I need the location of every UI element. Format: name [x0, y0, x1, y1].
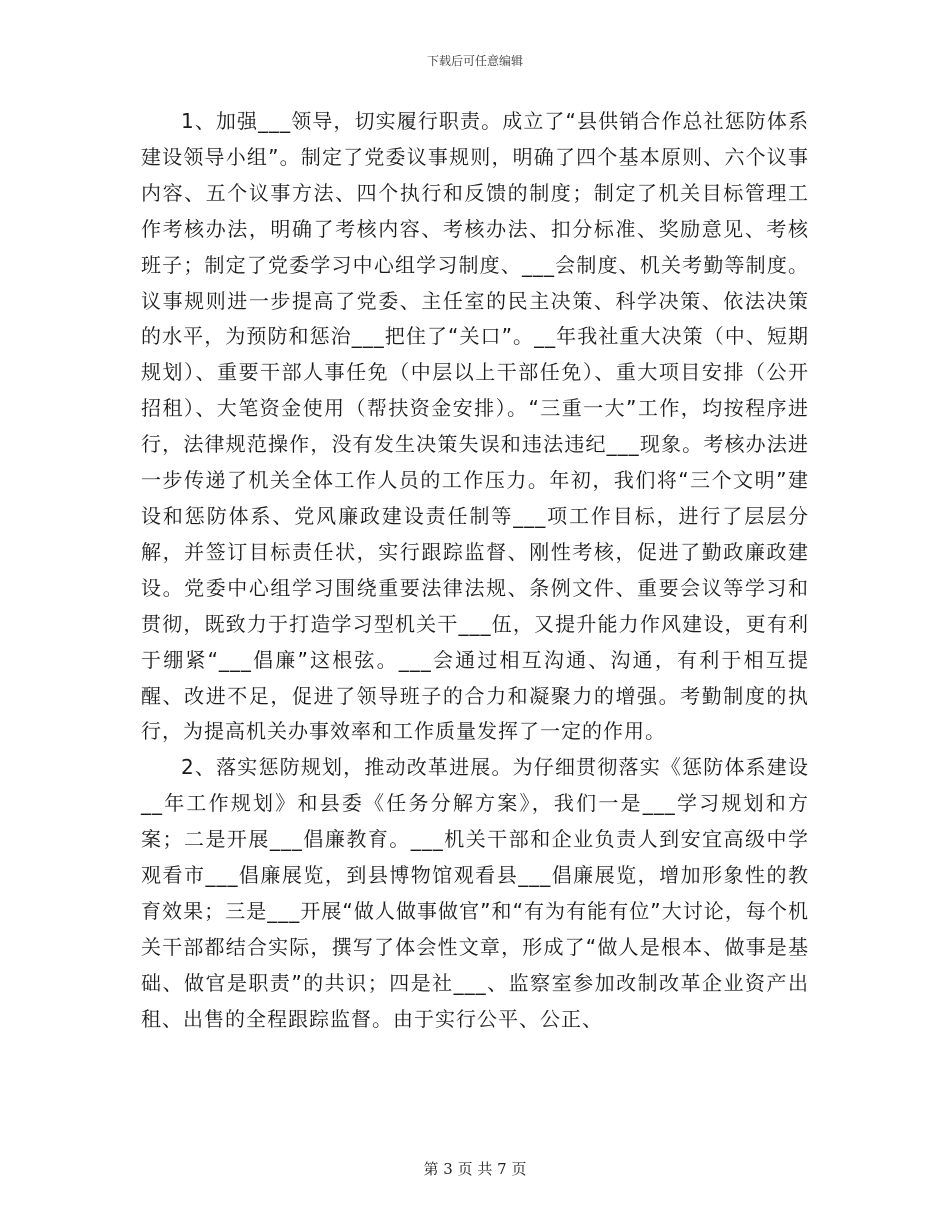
paragraph-1: 1、加强___领导，切实履行职责。成立了“县供销合作总社惩防体系建设领导小组”。制定了党委议事规则，明确了四个基本原则、六个议事内容、五个议事方法、四个执行和反馈的制度；制定了机关目标管理工作考核办法，明确了考核内容、考核办法、扣分标准、奖励意见、考核班子；制定了党委学习中心组学习制度、___会制度、机关考勤等制度。议事规则进一步提高了党委、主任室的民主决策、科学决策、依法决策的水平，为预防和惩治___把住了“关口”。__年我社重大决策（中、短期规划）、重要干部人事任免（中层以上干部任免）、重大项目安排（公开招租）、大笔资金使用（帮扶资金安排）。“三重一大”工作，均按程序进行，法律规范操作，没有发生决策失误和违法违纪___现象。考核办法进一步传递了机关全体工作人员的工作压力。年初，我们将“三个文明”建设和惩防体系、党风廉政建设责任制等___项工作目标，进行了层层分解，并签订目标责任状，实行跟踪监督、刚性考核，促进了勤政廉政建设。党委中心组学习围绕重要法律法规、条例文件、重要会议等学习和贯彻，既致力于打造学习型机关干___伍，又提升能力作风建设，更有利于绷紧“___倡廉”这根弦。___会通过相互沟通、沟通，有利于相互提醒、改进不足，促进了领导班子的合力和凝聚力的增强。考勤制度的执行，为提高机关办事效率和工作质量发挥了一定的作用。	[141, 109, 809, 744]
document-body	[141, 104, 809, 1038]
page-number: 第 3 页 共 7 页	[423, 1160, 527, 1178]
page-header: 下载后可任意编辑	[426, 54, 523, 68]
paragraph-2: 2、落实惩防规划，推动改革进展。为仔细贯彻落实《惩防体系建设__年工作规划》和县委《任务分解方案》，我们一是___学习规划和方案；二是开展___倡廉教育。___机关干部和企业负责人到安宜高级中学观看市___倡廉展览，到县博物馆观看县___倡廉展览，增加形象性的教育效果；三是___开展“做人做事做官”和“有为有能有位”大讨论，每个机关干部都结合实际，撰写了体会性文章，形成了“做人是根本、做事是基础、做官是职责”的共识；四是社___、监察室参加改制改革企业资产出租、出售的全程跟踪监督。由于实行公平、公正、	[141, 755, 809, 1031]
